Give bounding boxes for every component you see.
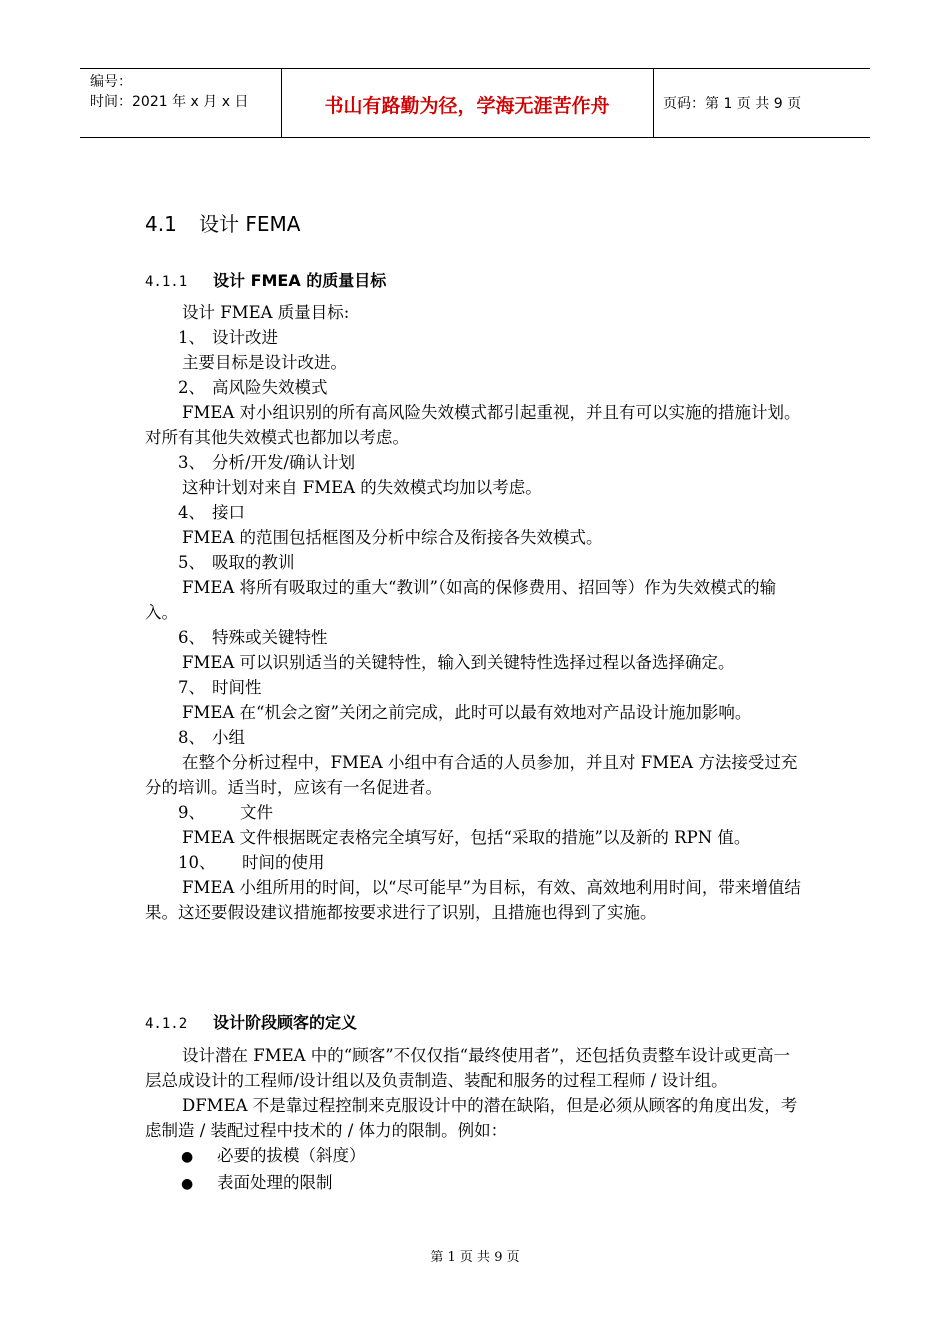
paragraph: 设计潜在 FMEA 中的“顾客”不仅仅指“最终使用者”，还包括负责整车设计或更高一层总成设计的工程师/设计组以及负责制造、装配和服务的过程工程师 / 设计组。 bbox=[145, 1046, 791, 1090]
list-item-desc: FMEA 可以识别适当的关键特性，输入到关键特性选择过程以备选择确定。 bbox=[182, 653, 735, 672]
list-item-desc: FMEA 将所有吸取过的重大“教训”（如高的保修费用、招回等）作为失效模式的输入。 bbox=[145, 578, 777, 622]
section-title: 设计 FEMA bbox=[199, 212, 301, 236]
section-number: 4.1 bbox=[145, 212, 177, 236]
header-page-number: 页码：第 1 页 共 9 页 bbox=[663, 96, 802, 112]
page-footer: 第 1 页 共 9 页 bbox=[430, 1250, 520, 1265]
list-item: 6、 特殊或关键特性 bbox=[178, 628, 328, 647]
subsection-heading-1 bbox=[145, 268, 386, 291]
header-number-label: 编号： bbox=[90, 74, 132, 90]
customer-definition-body bbox=[145, 1043, 805, 1197]
list-item: 4、 接口 bbox=[178, 503, 245, 522]
list-item-desc: 主要目标是设计改进。 bbox=[182, 353, 347, 372]
bullet-item: ● 必要的拔模（斜度） bbox=[145, 1143, 805, 1170]
header-date: 时间：2021 年 x 月 x 日 bbox=[90, 94, 249, 110]
list-item: 10、 时间的使用 bbox=[178, 853, 325, 872]
subsection-title: 设计 FMEA 的质量目标 bbox=[213, 271, 387, 290]
subsection-number: 4.1.1 bbox=[145, 274, 188, 290]
bullet-item: ● 表面处理的限制 bbox=[145, 1170, 805, 1197]
list-item-desc: FMEA 小组所用的时间，以“尽可能早”为目标，有效、高效地利用时间，带来增值结果。这还要假设建议措施都按要求进行了识别，且措施也得到了实施。 bbox=[145, 878, 801, 922]
list-item: 9、 文件 bbox=[178, 803, 273, 822]
list-item: 7、 时间性 bbox=[178, 678, 262, 697]
header-divider bbox=[653, 69, 654, 137]
subsection-heading-2 bbox=[145, 1010, 357, 1033]
list-item-desc: FMEA 对小组识别的所有高风险失效模式都引起重视，并且有可以实施的措施计划。对所有其他失效模式也都加以考虑。 bbox=[145, 403, 801, 447]
page-header bbox=[80, 68, 870, 138]
list-item: 5、 吸取的教训 bbox=[178, 553, 295, 572]
quality-goals-body bbox=[145, 300, 805, 925]
black-circle-icon: ● bbox=[181, 1176, 194, 1192]
list-item-desc: FMEA 文件根据既定表格完全填写好，包括“采取的措施”以及新的 RPN 值。 bbox=[182, 828, 751, 847]
list-item: 2、 高风险失效模式 bbox=[178, 378, 328, 397]
subsection-number: 4.1.2 bbox=[145, 1016, 188, 1032]
subsection-title: 设计阶段顾客的定义 bbox=[213, 1013, 358, 1032]
list-item-desc: 这种计划对来自 FMEA 的失效模式均加以考虑。 bbox=[182, 478, 542, 497]
section-heading bbox=[145, 208, 300, 237]
header-motto: 书山有路勤为径，学海无涯苦作舟 bbox=[324, 95, 610, 117]
list-item-desc: 在整个分析过程中，FMEA 小组中有合适的人员参加，并且对 FMEA 方法接受过充分的培训。适当时，应该有一名促进者。 bbox=[145, 753, 798, 797]
list-item: 8、 小组 bbox=[178, 728, 245, 747]
list-item-desc: FMEA 的范围包括框图及分析中综合及衔接各失效模式。 bbox=[182, 528, 603, 547]
list-item-desc: FMEA 在“机会之窗”关闭之前完成，此时可以最有效地对产品设计施加影响。 bbox=[182, 703, 752, 722]
list-item: 3、 分析/开发/确认计划 bbox=[178, 453, 356, 472]
header-meta bbox=[90, 72, 248, 112]
list-item: 1、 设计改进 bbox=[178, 328, 278, 347]
paragraph: DFMEA 不是靠过程控制来克服设计中的潜在缺陷，但是必须从顾客的角度出发，考虑制造 / 装配过程中技术的 / 体力的限制。例如： bbox=[145, 1096, 798, 1140]
intro-text: 设计 FMEA 质量目标: bbox=[182, 303, 350, 322]
black-circle-icon: ● bbox=[181, 1149, 194, 1165]
